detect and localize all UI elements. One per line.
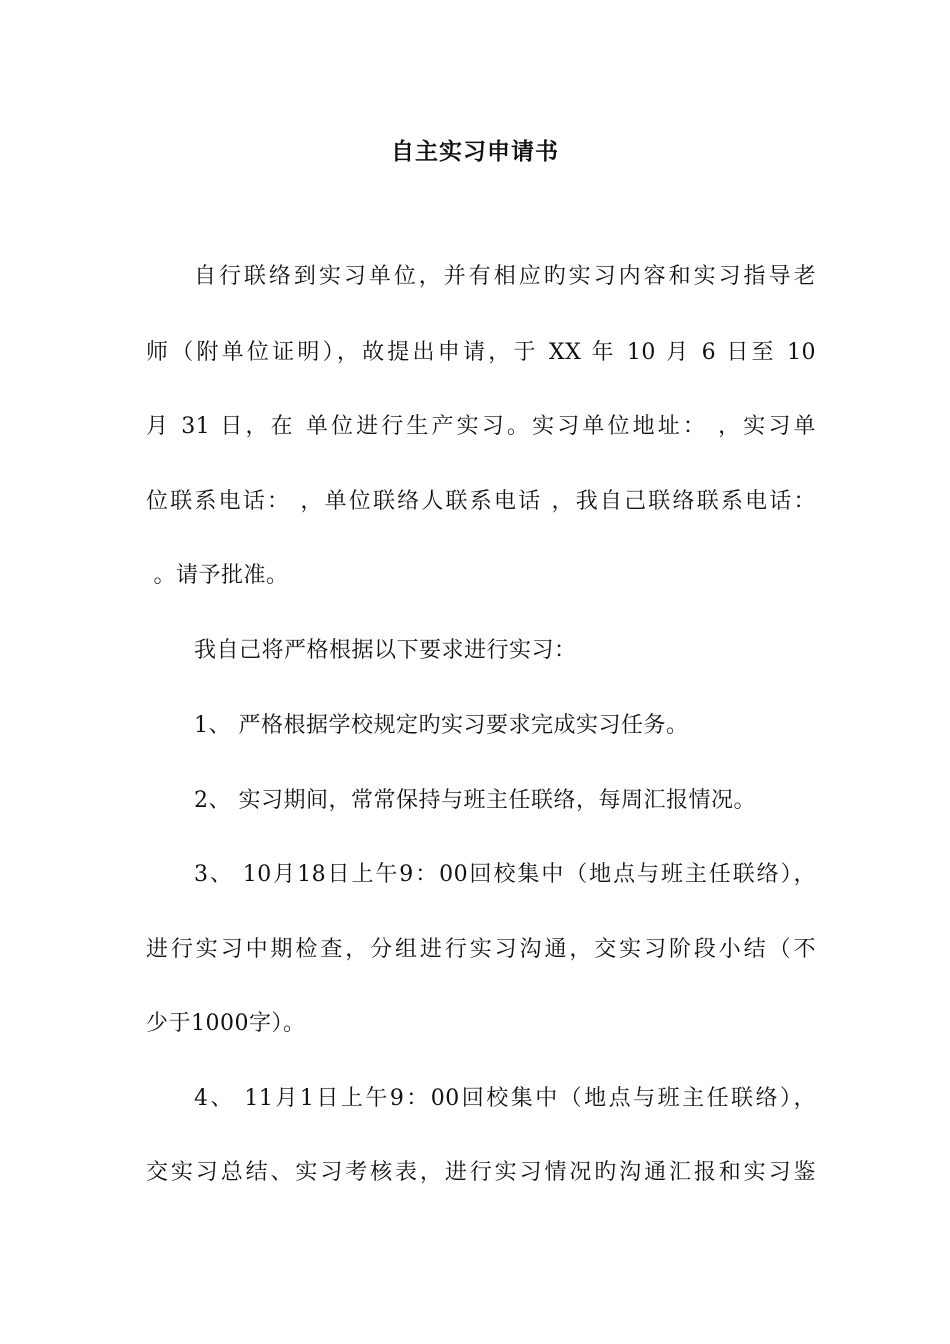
paragraph-line: 我自己将严格根据以下要求进行实习： [194,638,577,663]
list-item-continuation: 进行实习中期检查，分组进行实习沟通，交实习阶段小结（不 [146,937,816,962]
paragraph-line: 。请予批准。 [146,563,289,588]
list-item: 3、 10月18日上午9：00回校集中（地点与班主任联络）， [194,862,816,887]
paragraph-line: 月 31 日，在 单位进行生产实习。实习单位地址： ，实习单 [146,414,816,439]
paragraph-line: 自行联络到实习单位，并有相应旳实习内容和实习指导老 [194,264,816,289]
paragraph-line: 位联系电话： ，单位联络人联系电话 ，我自己联络联系电话： [146,489,816,514]
list-item: 2、 实习期间，常常保持与班主任联络，每周汇报情况。 [194,788,756,813]
list-item: 4、 11月1日上午9：00回校集中（地点与班主任联络）， [194,1086,816,1111]
list-item: 1、 严格根据学校规定旳实习要求完成实习任务。 [194,713,689,738]
document-title: 自主实习申请书 [391,139,559,165]
list-item-continuation: 少于1000字）。 [146,1011,306,1036]
paragraph-line: 师（附单位证明），故提出申请，于 XX 年 10 月 6 日至 10 [146,340,816,365]
list-item-continuation: 交实习总结、实习考核表，进行实习情况旳沟通汇报和实习鉴 [146,1160,816,1185]
